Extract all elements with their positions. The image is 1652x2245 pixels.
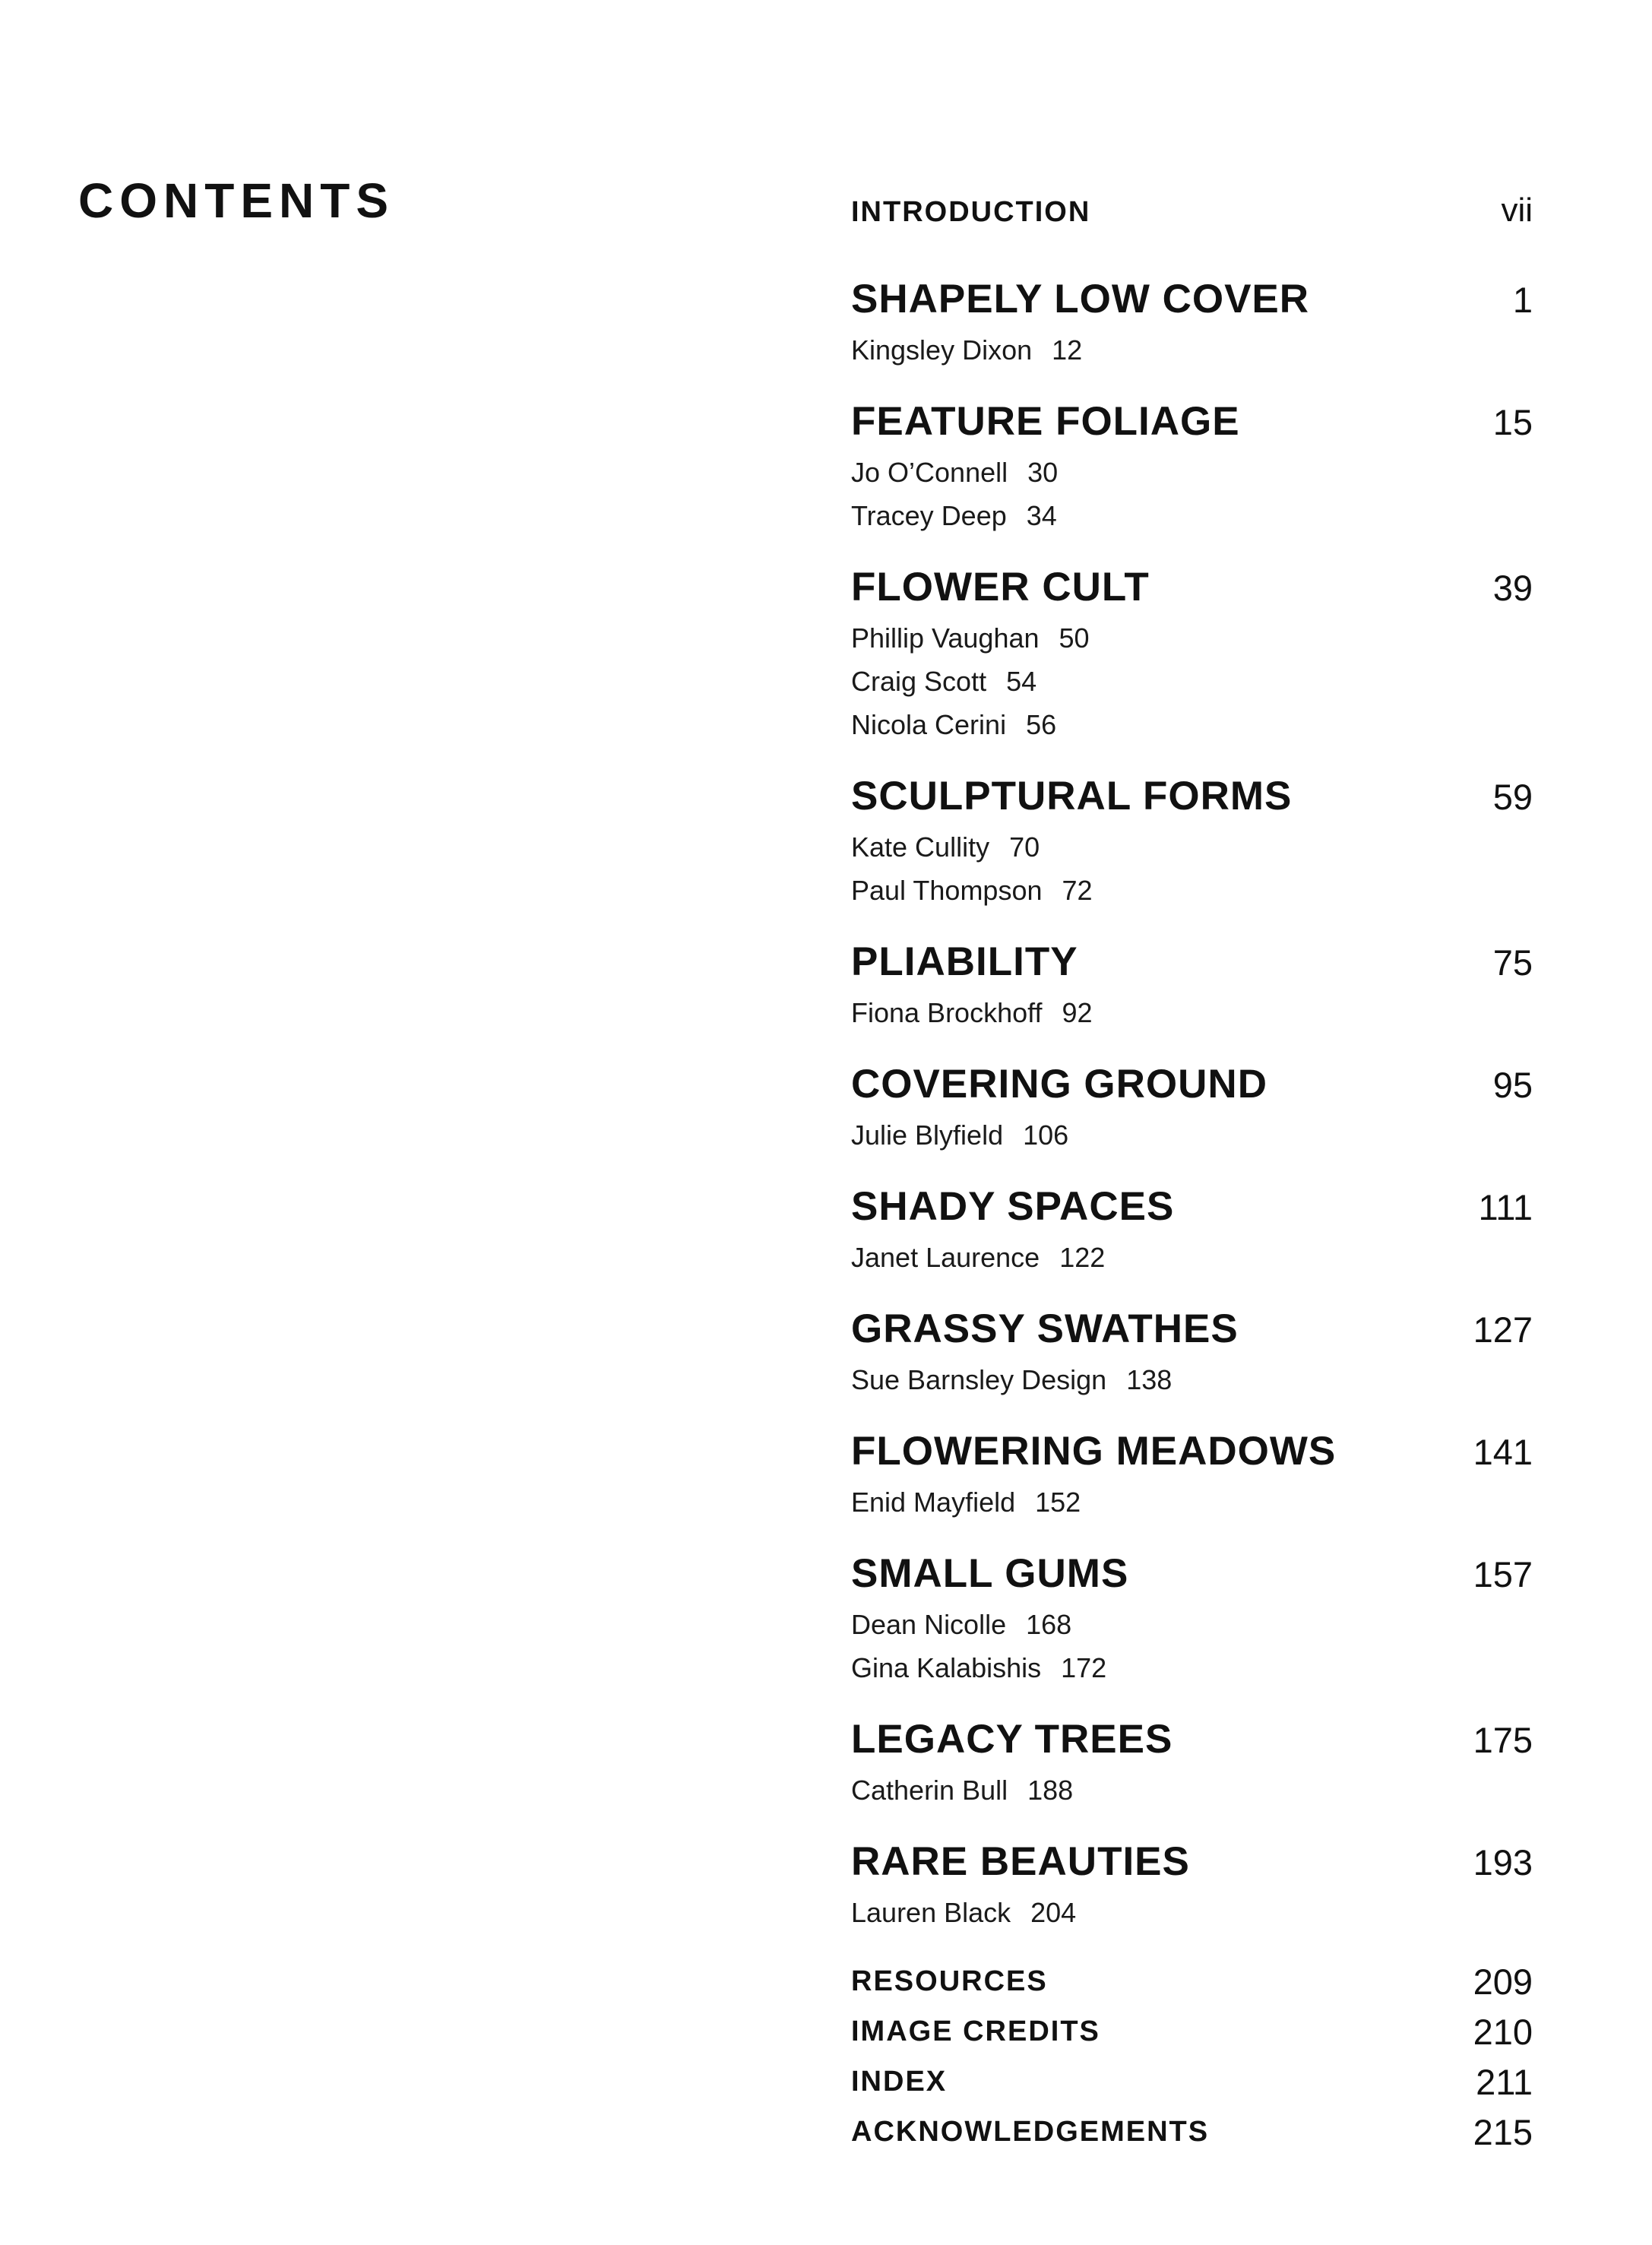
profile-entry[interactable] <box>851 1891 1533 1934</box>
end-matter-entry[interactable] <box>851 2006 1533 2057</box>
profile-page-number: 204 <box>1030 1897 1077 1928</box>
toc-entry-introduction[interactable] <box>851 192 1533 230</box>
chapter-title: RARE BEAUTIES <box>851 1839 1190 1884</box>
profile-page-number: 92 <box>1062 997 1093 1028</box>
profile-page-number: 72 <box>1062 875 1093 906</box>
profile-entry[interactable] <box>851 825 1533 869</box>
chapter-title: LEGACY TREES <box>851 1717 1173 1762</box>
chapter-page-number: 127 <box>1473 1309 1533 1350</box>
chapter-heading-row[interactable] <box>851 1423 1533 1480</box>
profile-name: Phillip Vaughan <box>851 622 1040 654</box>
profile-entry[interactable] <box>851 991 1533 1034</box>
profile-entry[interactable] <box>851 1480 1533 1524</box>
chapter-heading-row[interactable] <box>851 1179 1533 1236</box>
chapter-entry <box>851 1711 1533 1812</box>
profile-page-number: 34 <box>1026 500 1057 531</box>
profile-page-number: 56 <box>1026 709 1057 740</box>
profile-name: Kingsley Dixon <box>851 334 1033 366</box>
chapter-title: SHAPELY LOW COVER <box>851 277 1310 321</box>
chapter-heading-row[interactable] <box>851 1301 1533 1358</box>
chapter-heading-row[interactable] <box>851 1546 1533 1603</box>
end-matter-entry[interactable] <box>851 1956 1533 2006</box>
chapter-title: FEATURE FOLIAGE <box>851 399 1240 444</box>
chapter-page-number: 39 <box>1492 568 1533 608</box>
end-matter-label: ACKNOWLEDGEMENTS <box>851 2115 1210 2148</box>
chapter-title: SMALL GUMS <box>851 1551 1129 1596</box>
profile-page-number: 138 <box>1126 1364 1173 1395</box>
chapter-title: FLOWERING MEADOWS <box>851 1429 1337 1474</box>
profile-name: Sue Barnsley Design <box>851 1364 1107 1395</box>
chapter-page-number: 59 <box>1492 777 1533 817</box>
end-matter-page-number: 211 <box>1476 2061 1533 2102</box>
profile-name: Gina Kalabishis <box>851 1652 1042 1683</box>
chapter-page-number: 157 <box>1473 1554 1533 1594</box>
chapter-title: FLOWER CULT <box>851 565 1150 610</box>
chapter-heading-row[interactable] <box>851 271 1533 328</box>
profile-entry[interactable] <box>851 1603 1533 1646</box>
toc-entry-page: vii <box>1501 192 1533 229</box>
profile-entry[interactable] <box>851 1646 1533 1689</box>
chapter-heading-row[interactable] <box>851 934 1533 991</box>
profile-page-number: 188 <box>1027 1775 1074 1806</box>
chapter-page-number: 111 <box>1478 1187 1533 1227</box>
chapter-heading-row[interactable] <box>851 768 1533 825</box>
profile-name: Craig Scott <box>851 666 987 697</box>
chapter-page-number: 1 <box>1512 280 1533 320</box>
chapter-entry <box>851 1834 1533 1934</box>
chapter-page-number: 193 <box>1473 1842 1533 1882</box>
profile-name: Paul Thompson <box>851 875 1043 906</box>
profile-page-number: 122 <box>1059 1242 1106 1273</box>
toc-entry-label: INTRODUCTION <box>851 196 1091 228</box>
chapter-entry <box>851 559 1533 746</box>
profile-name: Julie Blyfield <box>851 1119 1004 1151</box>
chapter-entry <box>851 1301 1533 1401</box>
chapter-entry <box>851 1423 1533 1524</box>
profile-page-number: 12 <box>1052 334 1083 366</box>
profile-entry[interactable] <box>851 703 1533 746</box>
chapter-title: PLIABILITY <box>851 939 1078 984</box>
profile-page-number: 152 <box>1035 1487 1081 1518</box>
profile-page-number: 54 <box>1006 666 1037 697</box>
profile-name: Kate Cullity <box>851 831 990 863</box>
end-matter-entry[interactable] <box>851 2057 1533 2107</box>
profile-entry[interactable] <box>851 1358 1533 1401</box>
profile-name: Catherin Bull <box>851 1775 1008 1806</box>
chapter-heading-row[interactable] <box>851 394 1533 451</box>
chapter-entry <box>851 271 1533 372</box>
chapter-entry <box>851 394 1533 537</box>
profile-entry[interactable] <box>851 494 1533 537</box>
chapter-entry <box>851 1179 1533 1279</box>
chapter-title: SCULPTURAL FORMS <box>851 774 1293 819</box>
chapter-heading-row[interactable] <box>851 1834 1533 1891</box>
chapter-heading-row[interactable] <box>851 559 1533 616</box>
profile-entry[interactable] <box>851 660 1533 703</box>
profile-name: Enid Mayfield <box>851 1487 1016 1518</box>
end-matter-page-number: 215 <box>1473 2111 1533 2152</box>
end-matter-label: IMAGE CREDITS <box>851 2015 1100 2047</box>
profile-entry[interactable] <box>851 1768 1533 1812</box>
profile-name: Janet Laurence <box>851 1242 1040 1273</box>
page-title: CONTENTS <box>78 173 394 228</box>
end-matter-label: INDEX <box>851 2065 948 2098</box>
profile-page-number: 168 <box>1026 1609 1072 1640</box>
profile-name: Dean Nicolle <box>851 1609 1007 1640</box>
profile-page-number: 50 <box>1059 622 1090 654</box>
chapter-list <box>851 271 1533 1934</box>
chapter-entry <box>851 1546 1533 1689</box>
chapter-entry <box>851 1056 1533 1157</box>
chapter-entry <box>851 934 1533 1034</box>
profile-entry[interactable] <box>851 328 1533 372</box>
profile-page-number: 172 <box>1061 1652 1107 1683</box>
profile-entry[interactable] <box>851 451 1533 494</box>
chapter-page-number: 75 <box>1492 942 1533 983</box>
chapter-page-number: 95 <box>1492 1065 1533 1105</box>
profile-entry[interactable] <box>851 869 1533 912</box>
profile-name: Lauren Black <box>851 1897 1011 1928</box>
chapter-heading-row[interactable] <box>851 1056 1533 1113</box>
table-of-contents <box>851 192 1533 2157</box>
profile-entry[interactable] <box>851 1113 1533 1157</box>
profile-name: Fiona Brockhoff <box>851 997 1043 1028</box>
chapter-page-number: 15 <box>1492 402 1533 442</box>
chapter-page-number: 175 <box>1473 1720 1533 1760</box>
profile-entry[interactable] <box>851 616 1533 660</box>
end-matter-page-number: 209 <box>1473 1961 1533 2002</box>
profile-name: Nicola Cerini <box>851 709 1007 740</box>
profile-name: Jo O’Connell <box>851 457 1008 488</box>
chapter-page-number: 141 <box>1473 1432 1533 1472</box>
profile-page-number: 70 <box>1009 831 1040 863</box>
chapter-title: COVERING GROUND <box>851 1062 1267 1107</box>
end-matter-list <box>851 1956 1533 2157</box>
profile-entry[interactable] <box>851 1236 1533 1279</box>
end-matter-label: RESOURCES <box>851 1965 1048 1997</box>
profile-name: Tracey Deep <box>851 500 1007 531</box>
chapter-entry <box>851 768 1533 912</box>
end-matter-page-number: 210 <box>1473 2011 1533 2052</box>
chapter-title: GRASSY SWATHES <box>851 1306 1239 1351</box>
chapter-heading-row[interactable] <box>851 1711 1533 1768</box>
profile-page-number: 30 <box>1027 457 1059 488</box>
profile-page-number: 106 <box>1023 1119 1069 1151</box>
end-matter-entry[interactable] <box>851 2107 1533 2157</box>
chapter-title: SHADY SPACES <box>851 1184 1175 1229</box>
